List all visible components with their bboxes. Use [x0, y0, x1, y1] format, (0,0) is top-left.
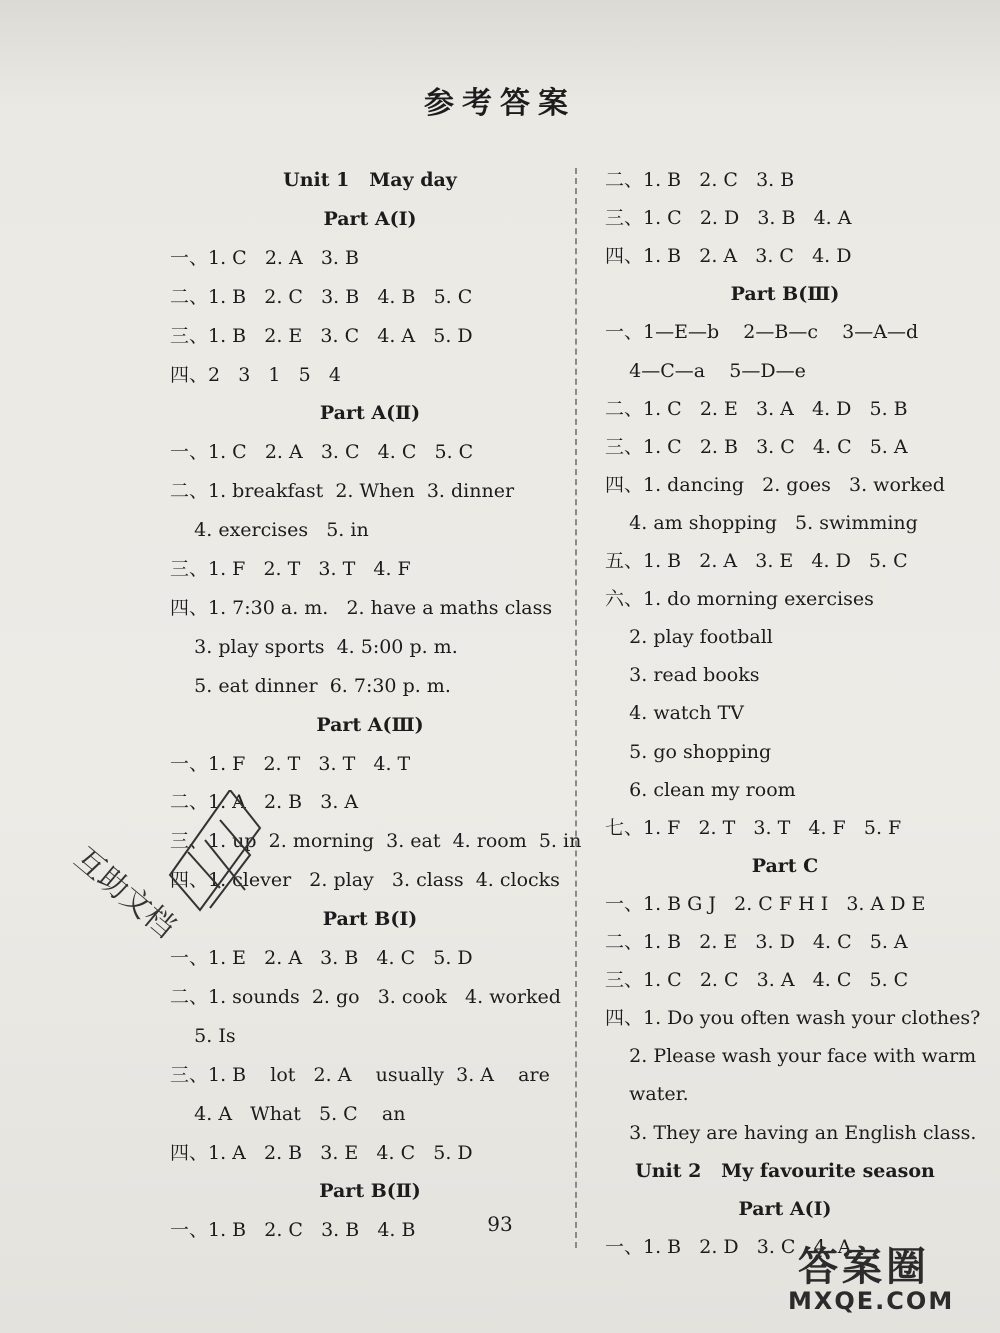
answer-line: 四、1. clever 2. play 3. class 4. clocks: [170, 869, 560, 892]
answer-line: 4. A What 5. C an: [170, 1102, 406, 1125]
answer-line: 三、1. C 2. B 3. C 4. C 5. A: [605, 435, 908, 458]
answer-line: 一、1. F 2. T 3. T 4. T: [170, 752, 411, 775]
section-heading: Part B(Ⅱ): [319, 1180, 421, 1203]
section-heading: Part A(Ⅱ): [319, 402, 421, 425]
answer-line: 3. They are having an English class.: [605, 1121, 977, 1144]
answer-line: 二、1. B 2. C 3. B: [605, 169, 795, 191]
section-heading: Part A(Ⅰ): [323, 207, 417, 230]
answer-line: 4—C—a 5—D—e: [605, 359, 806, 382]
section-heading: Part C: [751, 854, 819, 877]
answer-line: 四、1. B 2. A 3. C 4. D: [605, 245, 852, 268]
section-heading: Part A(Ⅲ): [316, 713, 424, 736]
answer-line: 一、1. C 2. A 3. B: [170, 246, 359, 269]
answer-line: 二、1. sounds 2. go 3. cook 4. worked: [170, 985, 561, 1008]
answer-line: 3. play sports 4. 5:00 p. m.: [170, 635, 458, 658]
answer-line: 一、1. B 2. D 3. C 4. A: [605, 1235, 852, 1258]
page-number: 93: [487, 1212, 513, 1236]
answer-line: 一、1—E—b 2—B—c 3—A—d: [605, 321, 919, 344]
answer-line: 四、1. A 2. B 3. E 4. C 5. D: [170, 1141, 473, 1164]
answer-line: 二、1. B 2. E 3. D 4. C 5. A: [605, 931, 908, 953]
answer-line: 三、1. up 2. morning 3. eat 4. room 5. in: [170, 830, 582, 853]
answer-line: 一、1. C 2. A 3. C 4. C 5. C: [170, 441, 474, 464]
answer-line: 三、1. F 2. T 3. T 4. F: [170, 558, 411, 580]
answer-line: 2. Please wash your face with warm: [605, 1045, 977, 1068]
answer-line: water.: [605, 1083, 689, 1106]
answer-line: 四、2 3 1 5 4: [170, 363, 341, 386]
answer-line: 三、1. B lot 2. A usually 3. A are: [170, 1063, 550, 1086]
answer-line: 二、1. C 2. E 3. A 4. D 5. B: [605, 397, 908, 420]
answer-line: 二、1. B 2. C 3. B 4. B 5. C: [170, 285, 473, 308]
logo-bottom-text: MXQE.COM: [788, 1287, 955, 1315]
page-title: 参考答案: [424, 86, 576, 121]
answer-line: 五、1. B 2. A 3. E 4. D 5. C: [605, 550, 908, 572]
answer-line: 四、1. Do you often wash your clothes?: [605, 1007, 981, 1030]
answer-line: 2. play football: [605, 626, 773, 649]
answer-line: 二、1. breakfast 2. When 3. dinner: [170, 480, 515, 503]
answer-line: 四、1. dancing 2. goes 3. worked: [605, 473, 945, 496]
section-heading: Part A(Ⅰ): [738, 1197, 832, 1220]
answer-line: 二、1. A 2. B 3. A: [170, 791, 359, 814]
watermark-text: 互助文档: [67, 841, 182, 946]
section-heading: Unit 2 My favourite season: [635, 1159, 935, 1182]
answer-line: 5. eat dinner 6. 7:30 p. m.: [170, 674, 451, 697]
section-heading: Part B(Ⅲ): [730, 283, 840, 306]
section-heading: Part B(Ⅰ): [322, 908, 418, 931]
answer-line: 七、1. F 2. T 3. T 4. F 5. F: [605, 816, 902, 839]
answer-line: 6. clean my room: [605, 778, 796, 801]
answer-line: 三、1. C 2. D 3. B 4. A: [605, 207, 852, 230]
answer-line: 三、1. B 2. E 3. C 4. A 5. D: [170, 324, 473, 347]
section-heading: Unit 1 May day: [283, 169, 457, 191]
answer-line: 3. read books: [605, 664, 760, 687]
answer-line: 三、1. C 2. C 3. A 4. C 5. C: [605, 969, 909, 992]
answer-line: 4. am shopping 5. swimming: [605, 511, 918, 534]
answer-line: 四、1. 7:30 a. m. 2. have a maths class: [170, 596, 553, 619]
column-divider: [575, 168, 577, 1248]
answer-line: 一、1. E 2. A 3. B 4. C 5. D: [170, 947, 473, 969]
site-logo: [780, 1235, 990, 1325]
logo-top-text: 答案圈: [798, 1244, 930, 1290]
answer-line: 六、1. do morning exercises: [605, 588, 874, 611]
answer-line: 一、1. B G J 2. C F H I 3. A D E: [605, 892, 926, 915]
answer-line: 4. exercises 5. in: [170, 519, 369, 542]
answer-line: 4. watch TV: [605, 702, 744, 725]
answer-line: 一、1. B 2. C 3. B 4. B: [170, 1219, 416, 1242]
answer-line: 5. go shopping: [605, 740, 772, 763]
answer-line: 5. Is: [170, 1024, 236, 1047]
